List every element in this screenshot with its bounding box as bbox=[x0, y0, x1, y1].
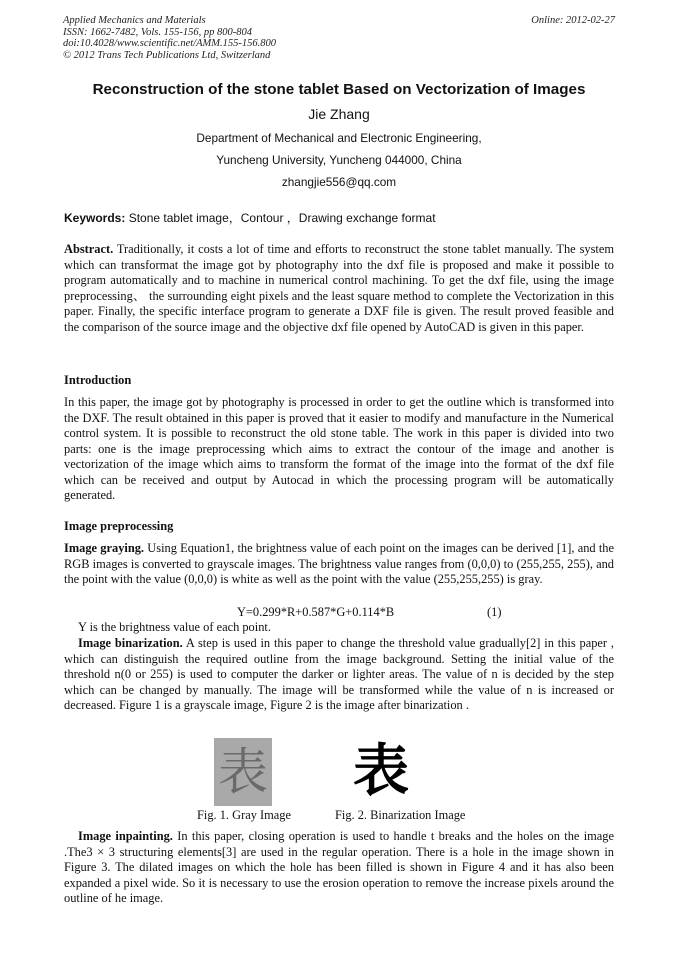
author-name: Jie Zhang bbox=[308, 106, 370, 122]
figure-2-binarization-image bbox=[350, 737, 412, 807]
journal-name: Applied Mechanics and Materials bbox=[63, 15, 206, 26]
y-note-text: Y is the brightness value of each point. bbox=[78, 620, 271, 634]
abstract-text: Traditionally, it costs a lot of time and efforts to reconstruct the stone tablet manually. The system which can transformat the image got by photography into the dxf file is proposed and make it possible to program automatically and to machine in numerical control machining. To get the dxf file, using the image preprocessing、 the surrounding eight pixels and the least square method to complete the Vectorization in this paper. Finally, the specific interface program to generate a DXF file is given. The result proved feasible and the comparison of the source image and the objective dxf file opened by AutoCAD is given in this paper. bbox=[64, 242, 615, 334]
introduction-text: In this paper, the image got by photography is processed in order to get the outline which is transformed into the DXF. The result obtained in this paper is proved that it easier to modify and manufacture in the Numerical control system. It is possible to reconstruct the old stone table. The work in this paper is divided into two parts: one is the image preprocessing which aims to extract the contour of the image and another is vectorization of the image which aims to transform the format of the image into the format of the dxf file which can be received and output by Autocad in which the processing program will be automatically generated. bbox=[64, 395, 614, 503]
author-email: zhangjie556@qq.com bbox=[281, 175, 397, 189]
keywords-label: Keywords: bbox=[64, 211, 126, 225]
online-date: Online: 2012-02-27 bbox=[531, 15, 615, 26]
binarization-paragraph bbox=[64, 636, 614, 714]
introduction-heading: Introduction bbox=[64, 373, 132, 387]
keywords-text: Stone tablet image，Contour ，Drawing exchange format bbox=[128, 211, 436, 225]
inpainting-paragraph bbox=[64, 829, 614, 907]
keywords bbox=[64, 209, 624, 226]
affiliation-department: Department of Mechanical and Electronic Engineering, bbox=[196, 131, 482, 145]
binarization-label: Image binarization. bbox=[78, 636, 183, 650]
issn: ISSN: 1662-7482, Vols. 155-156, pp 800-804 bbox=[63, 26, 252, 38]
binarization-text: A step is used in this paper to change the threshold value gradually[2] in this paper , which can distinguish the required outline from the image background. Setting the initial value of the threshold n(0 or 255) is used to computer the darker or lighter areas. The value of n is decided by the step which can be changed by manually. The image will be transformed while the value of n is increased or decreased. Figure 1 is a grayscale image, Figure 2 is the image after binarization . bbox=[64, 636, 614, 713]
figure-1-caption: Fig. 1. Gray Image bbox=[197, 808, 291, 822]
affiliation-university: Yuncheng University, Yuncheng 044000, China bbox=[216, 153, 462, 167]
figure-2-character: 表 bbox=[353, 739, 409, 804]
graying-text: Using Equation1, the brightness value of each point on the images can be derived [1], and the RGB images is converted to grayscale images. The brightness value ranges from (0,0,0) to (255,255, 255), and the point with the value (0,0,0) is white as well as the point with the value (255,255,255) is gray. bbox=[64, 541, 614, 587]
equation: Y=0.299*R+0.587*G+0.114*B bbox=[237, 605, 395, 619]
y-note bbox=[64, 620, 614, 636]
inpainting-label: Image inpainting. bbox=[78, 829, 173, 843]
figure-1-gray-image bbox=[214, 738, 272, 806]
inpainting-text: In this paper, closing operation is used to handle t breaks and the holes on the image .The3 × 3 structuring elements[3] are used in the regular operation. There is a hole in the image shown in Figure 3. The dilated images on which the hole has been filled is shown in Figure 4 and it has also been expanded a pixel wide. So it is necessary to use the erosion operation to remove the increase pixels around the outline of he image. bbox=[64, 829, 615, 906]
journal-header bbox=[63, 15, 615, 61]
abstract-label: Abstract. bbox=[64, 242, 114, 256]
paper-title: Reconstruction of the stone tablet Based on Vectorization of Images bbox=[92, 81, 586, 98]
graying-label: Image graying. bbox=[64, 541, 145, 555]
preprocessing-heading: Image preprocessing bbox=[64, 519, 174, 533]
figure-2-caption: Fig. 2. Binarization Image bbox=[335, 808, 466, 822]
graying-paragraph bbox=[64, 541, 614, 588]
doi: doi:10.4028/www.scientific.net/AMM.155-156.800 bbox=[63, 38, 276, 49]
figure-1-character: 表 bbox=[218, 743, 268, 801]
copyright: © 2012 Trans Tech Publications Ltd, Switzerland bbox=[63, 49, 271, 61]
abstract bbox=[64, 242, 614, 335]
equation-number: (1) bbox=[487, 605, 502, 619]
